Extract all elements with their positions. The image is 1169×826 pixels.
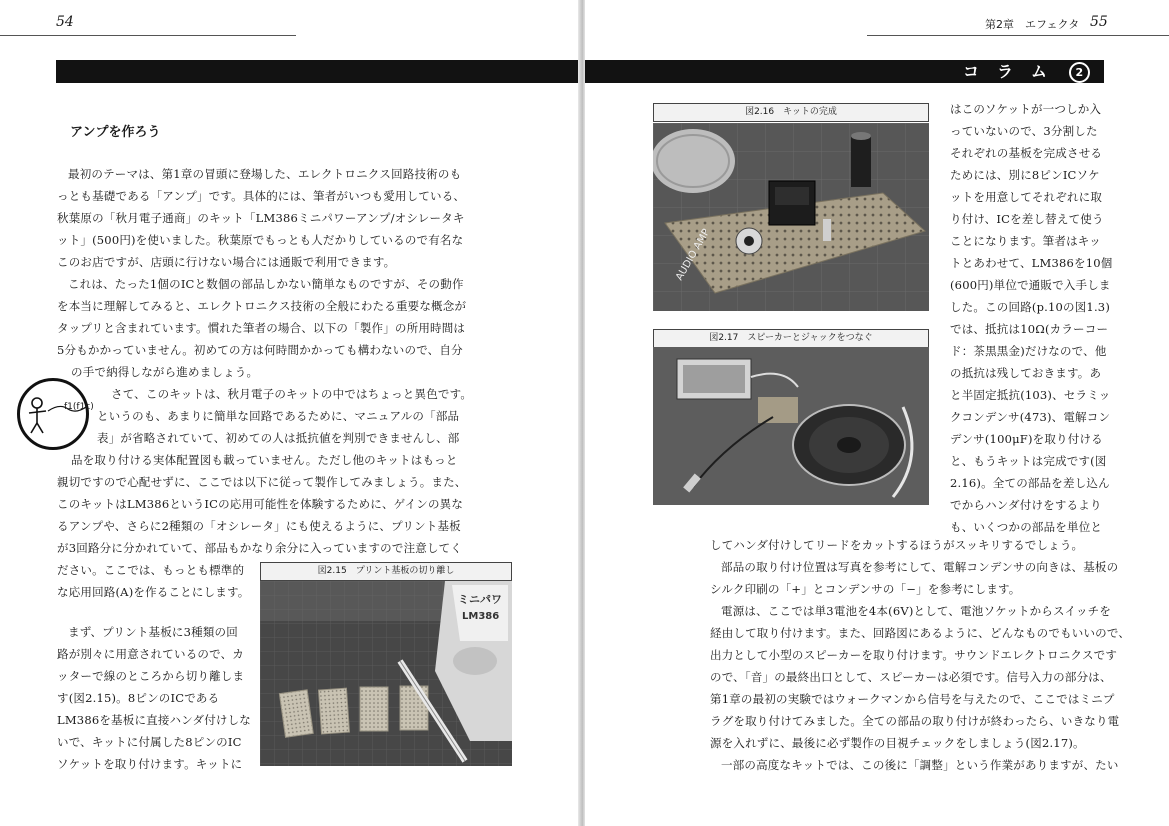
header-rule-left <box>0 35 296 36</box>
text-line: クコンデンサ(473)、電解コン <box>950 410 1111 424</box>
text-line: るアンプや、さらに2種類の「オシレータ」にも使えるように、プリント基板 <box>57 519 461 533</box>
text-line: はこのソケットが一つしか入 <box>950 102 1102 116</box>
text-line: さて、このキットは、秋月電子のキットの中ではちょっと異色です。 <box>111 387 473 401</box>
text-line: 一部の高度なキットでは、この後に「調整」という作業がありますが、たい <box>721 758 1119 772</box>
text-line: まず、プリント基板に3種類の回 <box>68 625 238 639</box>
column-heading <box>963 60 1090 83</box>
text-line: ことになります。筆者はキッ <box>950 234 1101 248</box>
text-line: ださい。ここでは、もっとも標準的 <box>57 563 245 577</box>
text-line: ッターで線のところから切り離しま <box>57 669 245 683</box>
paragraph-board <box>57 621 251 775</box>
text-line: ットを用意してそれぞれに取 <box>950 190 1103 204</box>
text-line: す(図2.15)。8ピンのICである <box>57 691 220 705</box>
text-line: 源を入れずに、最後に必ず製作の目視チェックをしましょう(図2.17)。 <box>710 736 1085 750</box>
paragraph-intro <box>57 163 466 383</box>
text-line: してハンダ付けしてリードをカットするほうがスッキリするでしょう。 <box>710 538 1084 552</box>
text-line: 表」が省略されていて、初めての人は抵抗値を判別できませんし、部 <box>97 431 460 445</box>
text-line: 品を取り付ける実体配置図も載っていません。ただし他のキットはもっと <box>71 453 458 467</box>
figure-2-16-caption: 図2.16 キットの完成 <box>653 103 929 122</box>
text-line: っていないので、3分割した <box>950 124 1098 138</box>
text-line: ド：茶黒黒金)だけなので、他 <box>950 344 1107 358</box>
text-line: 経由して取り付けます。また、回路図にあるように、どんなものでもいいので、 <box>710 626 1131 640</box>
text-line: 2.16)。全ての部品を差し込ん <box>950 476 1110 490</box>
text-line: 親切ですので心配せずに、ここでは以下に従って製作してみましょう。また、 <box>57 475 467 489</box>
text-line: というのも、あまりに簡単な回路であるために、マニュアルの「部品 <box>97 409 460 423</box>
board-label: AUDIO AMP <box>674 227 713 283</box>
text-line: では、抵抗は10Ω(カラーコー <box>950 322 1109 336</box>
text-line: 路が別々に用意されているので、カ <box>57 647 244 661</box>
text-line: でからハンダ付けをするより <box>950 498 1102 512</box>
text-line: いで、キットに付属した8ピンのIC <box>57 735 242 749</box>
text-line: 5分もかかっていません。初めての方は何時間かかっても構わないので、自分 <box>57 343 463 357</box>
column-label: コラム <box>963 62 1065 81</box>
text-line: り付け、ICを差し替えて使う <box>950 212 1104 226</box>
text-line: 最初のテーマは、第1章の冒頭に登場した、エレクトロニクス回路技術のも <box>68 167 462 181</box>
text-line: っとも基礎である「アンプ」です。具体的には、筆者がいつも愛用している、 <box>57 189 466 203</box>
text-line: 部品の取り付け位置は写真を参考にして、電解コンデンサの向きは、基板の <box>721 560 1119 574</box>
right-page <box>585 0 1169 826</box>
text-line: このキットはLM386というICの応用可能性を体験するために、ゲインの異な <box>57 497 464 511</box>
text-line: タップリと含まれています。慣れた筆者の場合、以下の「製作」の所用時間は <box>57 321 466 335</box>
section-heading: アンプを作ろう <box>70 125 161 140</box>
text-line: トとあわせて、LM386を10個 <box>950 256 1113 270</box>
text-line: ので、「音」の最終出口として、スピーカーは必須です。信号入力の部分は、 <box>710 670 1112 684</box>
text-line: これは、たった1個のICと数個の部品しかない簡単なものですが、その動作 <box>68 277 464 291</box>
column-number-badge: 2 <box>1069 62 1090 83</box>
text-line: 出力として小型のスピーカーを取り付けます。サウンドエレクトロニクスです <box>710 648 1118 662</box>
pcb-cutting-photo <box>260 581 512 766</box>
text-line: ためには、別に8ピンICソケ <box>950 168 1100 182</box>
text-line: 電源は、ここでは単3電池を4本(6V)として、電池ソケットからスイッチを <box>721 604 1112 618</box>
bottom-paragraph-text <box>710 534 1130 776</box>
chapter-title: 第2章 エフェクタ <box>985 18 1080 31</box>
text-line: の手で納得しながら進めましょう。 <box>71 365 259 379</box>
text-line: ラグを取り付けてみました。全ての部品の取り付けが終わったら、いきなり電 <box>710 714 1120 728</box>
text-line: デンサ(100μF)を取り付ける <box>950 432 1103 446</box>
text-line: シルク印刷の「+」とコンデンサの「−」を参考にします。 <box>710 582 1021 596</box>
text-line: それぞれの基板を完成させる <box>950 146 1103 160</box>
figure-2-17-photo <box>653 347 929 505</box>
text-line: ソケットを取り付けます。キットに <box>57 757 243 771</box>
page-number-right: 55 <box>1090 14 1108 30</box>
text-line: も、いくつかの部品を単位と <box>950 520 1103 534</box>
pack-label-1: ミニパワ <box>458 593 502 606</box>
text-line: 第1章の最初の実験ではウォークマンから信号を与えたので、ここではミニプ <box>710 692 1115 706</box>
page-number-left: 54 <box>56 14 74 30</box>
text-line: が3回路分に分かれていて、部品もかなり余分に入っていますので注意してく <box>57 541 463 555</box>
text-line: ット」(500円)を使いました。秋葉原でもっとも人だかりしているので有名な <box>57 233 464 247</box>
pack-label-2: LM386 <box>462 611 500 622</box>
left-page <box>0 0 581 826</box>
figure-2-15-caption: 図2.15 プリント基板の切り離し <box>260 562 512 581</box>
figure-2-16-photo <box>653 123 929 311</box>
text-line: の抵抗は残しておきます。あ <box>950 366 1102 380</box>
header-rule-right <box>867 35 1169 36</box>
text-line: LM386を基板に直接ハンダ付けしな <box>57 713 252 727</box>
side-column-text <box>950 98 1112 538</box>
text-line: な応用回路(A)を作ることにします。 <box>57 585 250 599</box>
margin-icon-label: f1(f1c) <box>64 402 94 412</box>
text-line: 秋葉原の「秋月電子通商」のキット「LM386ミニパワーアンプ/オシレータキ <box>57 211 465 225</box>
figure-2-17-caption: 図2.17 スピーカーとジャックをつなぐ <box>653 329 929 348</box>
text-line: と半固定抵抗(103)、セラミッ <box>950 388 1111 402</box>
text-line: このお店ですが、店頭に行けない場合には通販で利用できます。 <box>57 255 396 269</box>
text-line: と、もうキットは完成です(図 <box>950 454 1107 468</box>
completed-kit-photo <box>653 123 929 311</box>
speaker-jack-photo <box>653 347 929 505</box>
figure-2-15-photo <box>260 581 512 766</box>
text-line: を本当に理解してみると、エレクトロニクス技術の全般にわたる重要な概念が <box>57 299 467 313</box>
text-line: (600円)単位で通販で入手しま <box>950 278 1111 292</box>
text-line: した。この回路(p.10の図1.3) <box>950 300 1111 314</box>
column-band-left <box>56 60 581 83</box>
